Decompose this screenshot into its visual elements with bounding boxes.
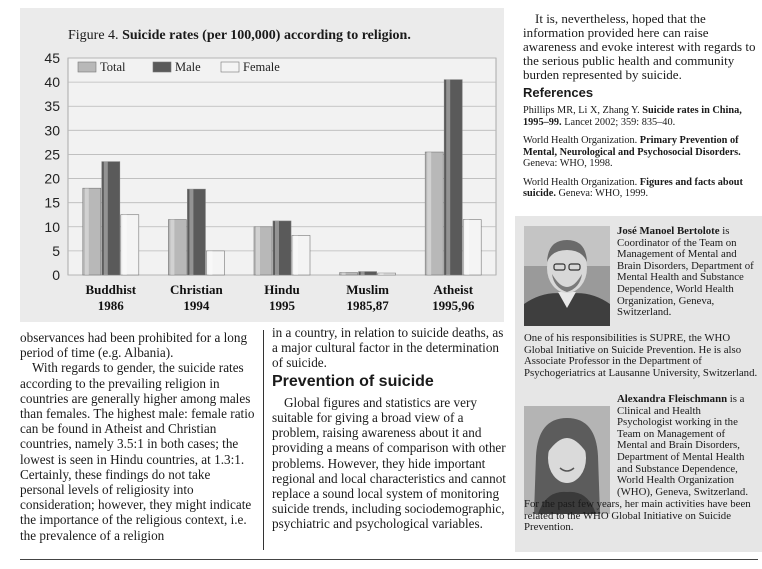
reference-item [523, 177, 759, 200]
bar-highlight [170, 220, 174, 275]
bar-highlight [275, 221, 279, 275]
x-category-label: Hindu [264, 282, 300, 297]
bar-highlight [380, 273, 384, 275]
x-year-label: 1995,96 [432, 298, 475, 313]
y-tick-label: 0 [52, 267, 60, 283]
bar-highlight [256, 227, 260, 275]
legend-swatch [153, 62, 171, 72]
figure-caption: Suicide rates (per 100,000) according to religion. [122, 28, 411, 43]
x-year-label: 1985,87 [346, 298, 389, 313]
x-category-label: Buddhist [85, 282, 137, 297]
bar-highlight [342, 273, 346, 275]
x-year-label: 1994 [183, 298, 210, 313]
bio-text-2-cont: For the past few years, her main activities have been related to the WHO Global Initiative on Suicide Prevention. [524, 498, 751, 534]
y-tick-label: 45 [44, 50, 60, 66]
reference-item [523, 135, 759, 170]
figure-label: Figure 4. [68, 28, 119, 43]
paragraph: in a country, in relation to suicide deaths, as a major cultural factor in the determination of suicide. [272, 325, 504, 371]
y-tick-label: 40 [44, 74, 60, 91]
x-category-label: Muslim [346, 282, 389, 297]
author-bio-box [515, 216, 762, 552]
reference-title: Suicide rates in China, 1995–99. [523, 105, 742, 128]
bar-highlight [361, 272, 365, 275]
bio-description: is a Clinical and Health Psychologist working in the Team on Management of Mental and Brain Disorders, Department of Mental Health and Substance Dependence, World Health Organization (WHO), Geneva, Switzerland. [617, 393, 749, 498]
reference-source: Geneva: WHO, 1998. [523, 158, 613, 169]
author-name: Alexandra Fleischmann [617, 393, 728, 405]
section-heading: Prevention of suicide [272, 372, 434, 390]
x-category-label: Christian [170, 282, 223, 297]
bio-description: is Coordinator of the Team on Management of Mental and Brain Disorders, Department of Mental Health and Substance Dependence, World Health Organization, Geneva, Switzerland. [617, 225, 754, 319]
paragraph: Global figures and statistics are very suitable for giving a broad view of a problem, raising awareness about it and providing a means of comparison with other problems. However, they hide important regional and local characteristics and cannot replace a sound local system of monitoring suicide trends, including sociodemographic, psychiatric and psychological variables. [272, 394, 506, 532]
bio-text-1 [617, 226, 757, 319]
author-photo [524, 226, 610, 326]
bar-highlight [189, 189, 193, 275]
author-name: José Manoel Bertolote [617, 225, 720, 237]
text-column-1 [20, 330, 256, 543]
paragraph: It is, nevertheless, hoped that the information provided here can raise awareness and evoke interest with regards to the serious public health and community burden represented by suicide. [523, 11, 756, 82]
paragraph: With regards to gender, the suicide rates according to the prevailing religion in countries are generally higher among males than females. The highest male: female ratio can be found in Atheist and Christian countries, namely 3.5:1 in both cases; the lowest is seen in Hindu countries, at 1.3:1. Certainly, these findings do not take personal levels of religiosity into consideration; however, they might indicate the importance of the religious context, i.e. the prevalence of a religion [20, 360, 255, 543]
x-year-label: 1986 [97, 298, 124, 313]
x-year-label: 1995 [269, 298, 295, 313]
reference-source: Lancet 2002; 359: 835–40. [564, 116, 676, 128]
bar-chart [20, 8, 504, 322]
bar-highlight [208, 251, 212, 275]
figure-title [68, 28, 411, 44]
bar-highlight [104, 162, 108, 275]
bar-highlight [294, 235, 298, 275]
figure-4 [20, 8, 504, 322]
x-category-label: Atheist [433, 282, 474, 297]
reference-title: Primary Prevention of Mental, Neurological and Psychosocial Disorders. [523, 135, 741, 158]
legend-label: Male [175, 60, 201, 74]
bar-highlight [465, 220, 469, 275]
legend-label: Total [100, 60, 126, 74]
bio-text-1-cont: One of his responsibilities is SUPRE, the WHO Global Initiative on Suicide Prevention. He is also Associate Professor in the Department of Psychogeriatrics at Lausanne University, Switzerland. [524, 332, 758, 379]
paragraph: observances had been prohibited for a long period of time (e.g. Albania). [20, 330, 248, 361]
bar-highlight [446, 80, 450, 275]
y-tick-label: 30 [44, 122, 60, 139]
legend-swatch [221, 62, 239, 72]
reference-authors: World Health Organization. [523, 135, 638, 146]
reference-item [523, 105, 759, 128]
reference-title: Figures and facts about suicide. [523, 176, 743, 199]
reference-authors: World Health Organization. [523, 176, 638, 188]
y-tick-label: 10 [44, 218, 60, 235]
bar-highlight [123, 215, 127, 275]
legend-label: Female [243, 60, 280, 74]
y-tick-label: 20 [44, 170, 60, 187]
references-heading: References [523, 85, 594, 100]
reference-source: Geneva: WHO, 1999. [558, 188, 649, 199]
bottom-rule [20, 559, 758, 560]
bio-text-2 [617, 394, 757, 498]
y-tick-label: 5 [52, 242, 60, 259]
column-divider [263, 330, 264, 550]
text-column-2 [272, 325, 508, 532]
y-tick-label: 35 [44, 98, 60, 115]
bar-highlight [427, 152, 431, 275]
bar-highlight [85, 188, 89, 275]
y-tick-label: 25 [44, 146, 60, 163]
legend-swatch [78, 62, 96, 72]
reference-authors: Phillips MR, Li X, Zhang Y. [523, 105, 640, 116]
y-tick-label: 15 [44, 194, 60, 211]
text-column-3 [523, 12, 759, 207]
